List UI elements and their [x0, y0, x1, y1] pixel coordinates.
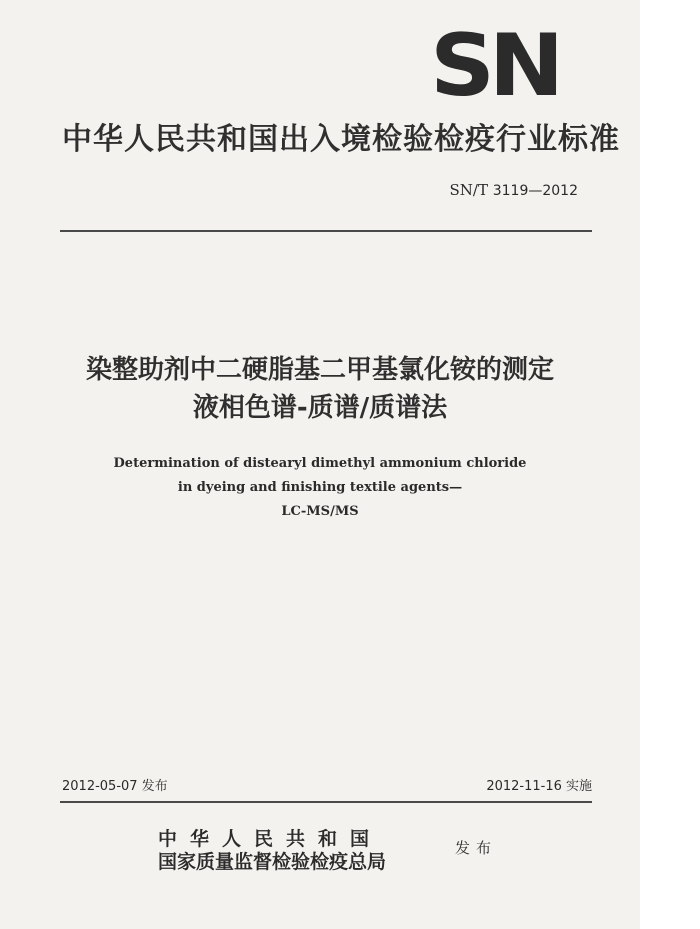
issue-date: 2012-05-07 发布	[62, 779, 168, 794]
publisher-country: 中华人民共和国	[158, 828, 383, 850]
industry-standard-heading: 中华人民共和国出入境检验检疫行业标准	[62, 122, 620, 157]
chinese-title-line-1: 染整助剂中二硬脂基二甲基氯化铵的测定	[85, 355, 554, 385]
publish-label: 发布	[455, 839, 498, 857]
bottom-divider	[60, 801, 592, 803]
implementation-date: 2012-11-16 实施	[486, 779, 592, 794]
publisher-block	[158, 828, 448, 874]
top-divider	[60, 230, 592, 232]
chinese-title-line-2: 液相色谱-质谱/质谱法	[192, 393, 448, 423]
standard-number	[449, 180, 578, 201]
publisher-agency: 国家质量监督检验检疫总局	[158, 851, 387, 873]
english-title-line-1: Determination of distearyl dimethyl ammonium chloride	[113, 456, 527, 471]
sn-logo: SN	[430, 16, 559, 116]
standard-prefix: SN/T	[449, 181, 488, 199]
english-title-line-3: LC-MS/MS	[281, 504, 359, 519]
english-title-line-2: in dyeing and finishing textile agents—	[177, 480, 463, 495]
standard-code: 3119—2012	[492, 183, 578, 199]
scan-margin	[640, 0, 700, 929]
